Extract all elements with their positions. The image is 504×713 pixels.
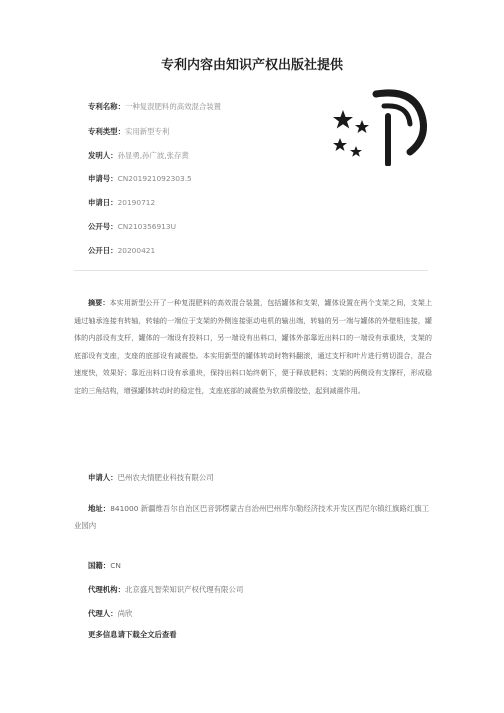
agency-value: 北京盛凡智荣知识产权代理有限公司 xyxy=(124,585,244,594)
applicant-value: 巴州农夫情肥业科技有限公司 xyxy=(117,473,214,482)
download-more-link[interactable]: 更多信息请下载全文后查看 xyxy=(88,630,177,639)
applicant-label: 申请人： xyxy=(88,473,118,482)
agent-value: 尚欣 xyxy=(117,609,133,618)
address-label: 地址： xyxy=(88,504,111,513)
address-value: 841000 新疆维吾尔自治区巴音郭楞蒙古自治州巴州库尔勒经济技术开发区西尼尔镇红旗路红旗工业园内 xyxy=(74,504,429,530)
page-title: 专利内容由知识产权出版社提供 xyxy=(160,58,343,73)
meta-patent-type xyxy=(88,126,169,137)
country-value: CN xyxy=(110,561,121,570)
abstract-label: 摘要： xyxy=(88,298,110,307)
meta-value: 孙显勇,孙广波,张存黄 xyxy=(117,151,189,160)
meta-publication-date xyxy=(88,245,155,256)
meta-label: 专利名称： xyxy=(88,102,125,111)
meta-value: 实用新型专利 xyxy=(124,127,170,136)
meta-publication-number xyxy=(88,221,176,232)
meta-value: CN201921092303.5 xyxy=(117,174,192,183)
agency-row xyxy=(74,581,432,598)
meta-application-date xyxy=(88,197,155,208)
agent-row xyxy=(74,605,432,622)
meta-value: 20200421 xyxy=(117,246,156,255)
applicant-row xyxy=(74,469,432,486)
meta-label: 申请日： xyxy=(88,198,118,207)
meta-label: 专利类型： xyxy=(88,127,125,136)
agent-label: 代理人： xyxy=(88,609,118,618)
abstract-text: 本实用新型公开了一种复混肥料的高效混合装置，包括罐体和支架，罐体设置在两个支架之间，支架上通过轴承连接有转轴，转轴的一端位于支架的外侧连接驱动电机的输出端，转轴的另一端与罐体的外壁相连接，罐体的内部设有支杆，罐体的一端设有投料口，另一端设有出料口，罐体外部靠近出料口的一端设有承重块，支架的底部设有支座，支座的底部设有减震垫。本实用新型的罐体转动时物料翻滚，通过支杆和叶片进行剪切混合，混合速度快，效果好；靠近出料口设有承重块，保持出料口始终朝下，便于释放肥料；支架的两侧设有支撑杆，形成稳定的三角结构，增强罐体转动时的稳定性，支座底部的减震垫为软质橡胶垫，起到减震作用。 xyxy=(74,298,433,395)
meta-application-number xyxy=(88,173,192,184)
abstract-section xyxy=(74,294,432,400)
meta-value: 20190712 xyxy=(117,198,156,207)
section-divider xyxy=(74,270,428,271)
country-label: 国籍： xyxy=(88,561,111,570)
meta-label: 公开日： xyxy=(88,246,118,255)
meta-value: CN210356913U xyxy=(117,222,176,231)
meta-patent-name xyxy=(88,101,221,112)
meta-value: 一种复混肥料的高效混合装置 xyxy=(124,102,222,111)
meta-label: 公开号： xyxy=(88,222,118,231)
meta-label: 申请号： xyxy=(88,174,118,183)
address-row xyxy=(74,500,432,534)
meta-label: 发明人： xyxy=(88,151,118,160)
meta-inventors xyxy=(88,150,189,161)
agency-label: 代理机构： xyxy=(88,585,125,594)
country-row xyxy=(74,557,432,574)
cnipa-logo-icon xyxy=(318,86,428,166)
